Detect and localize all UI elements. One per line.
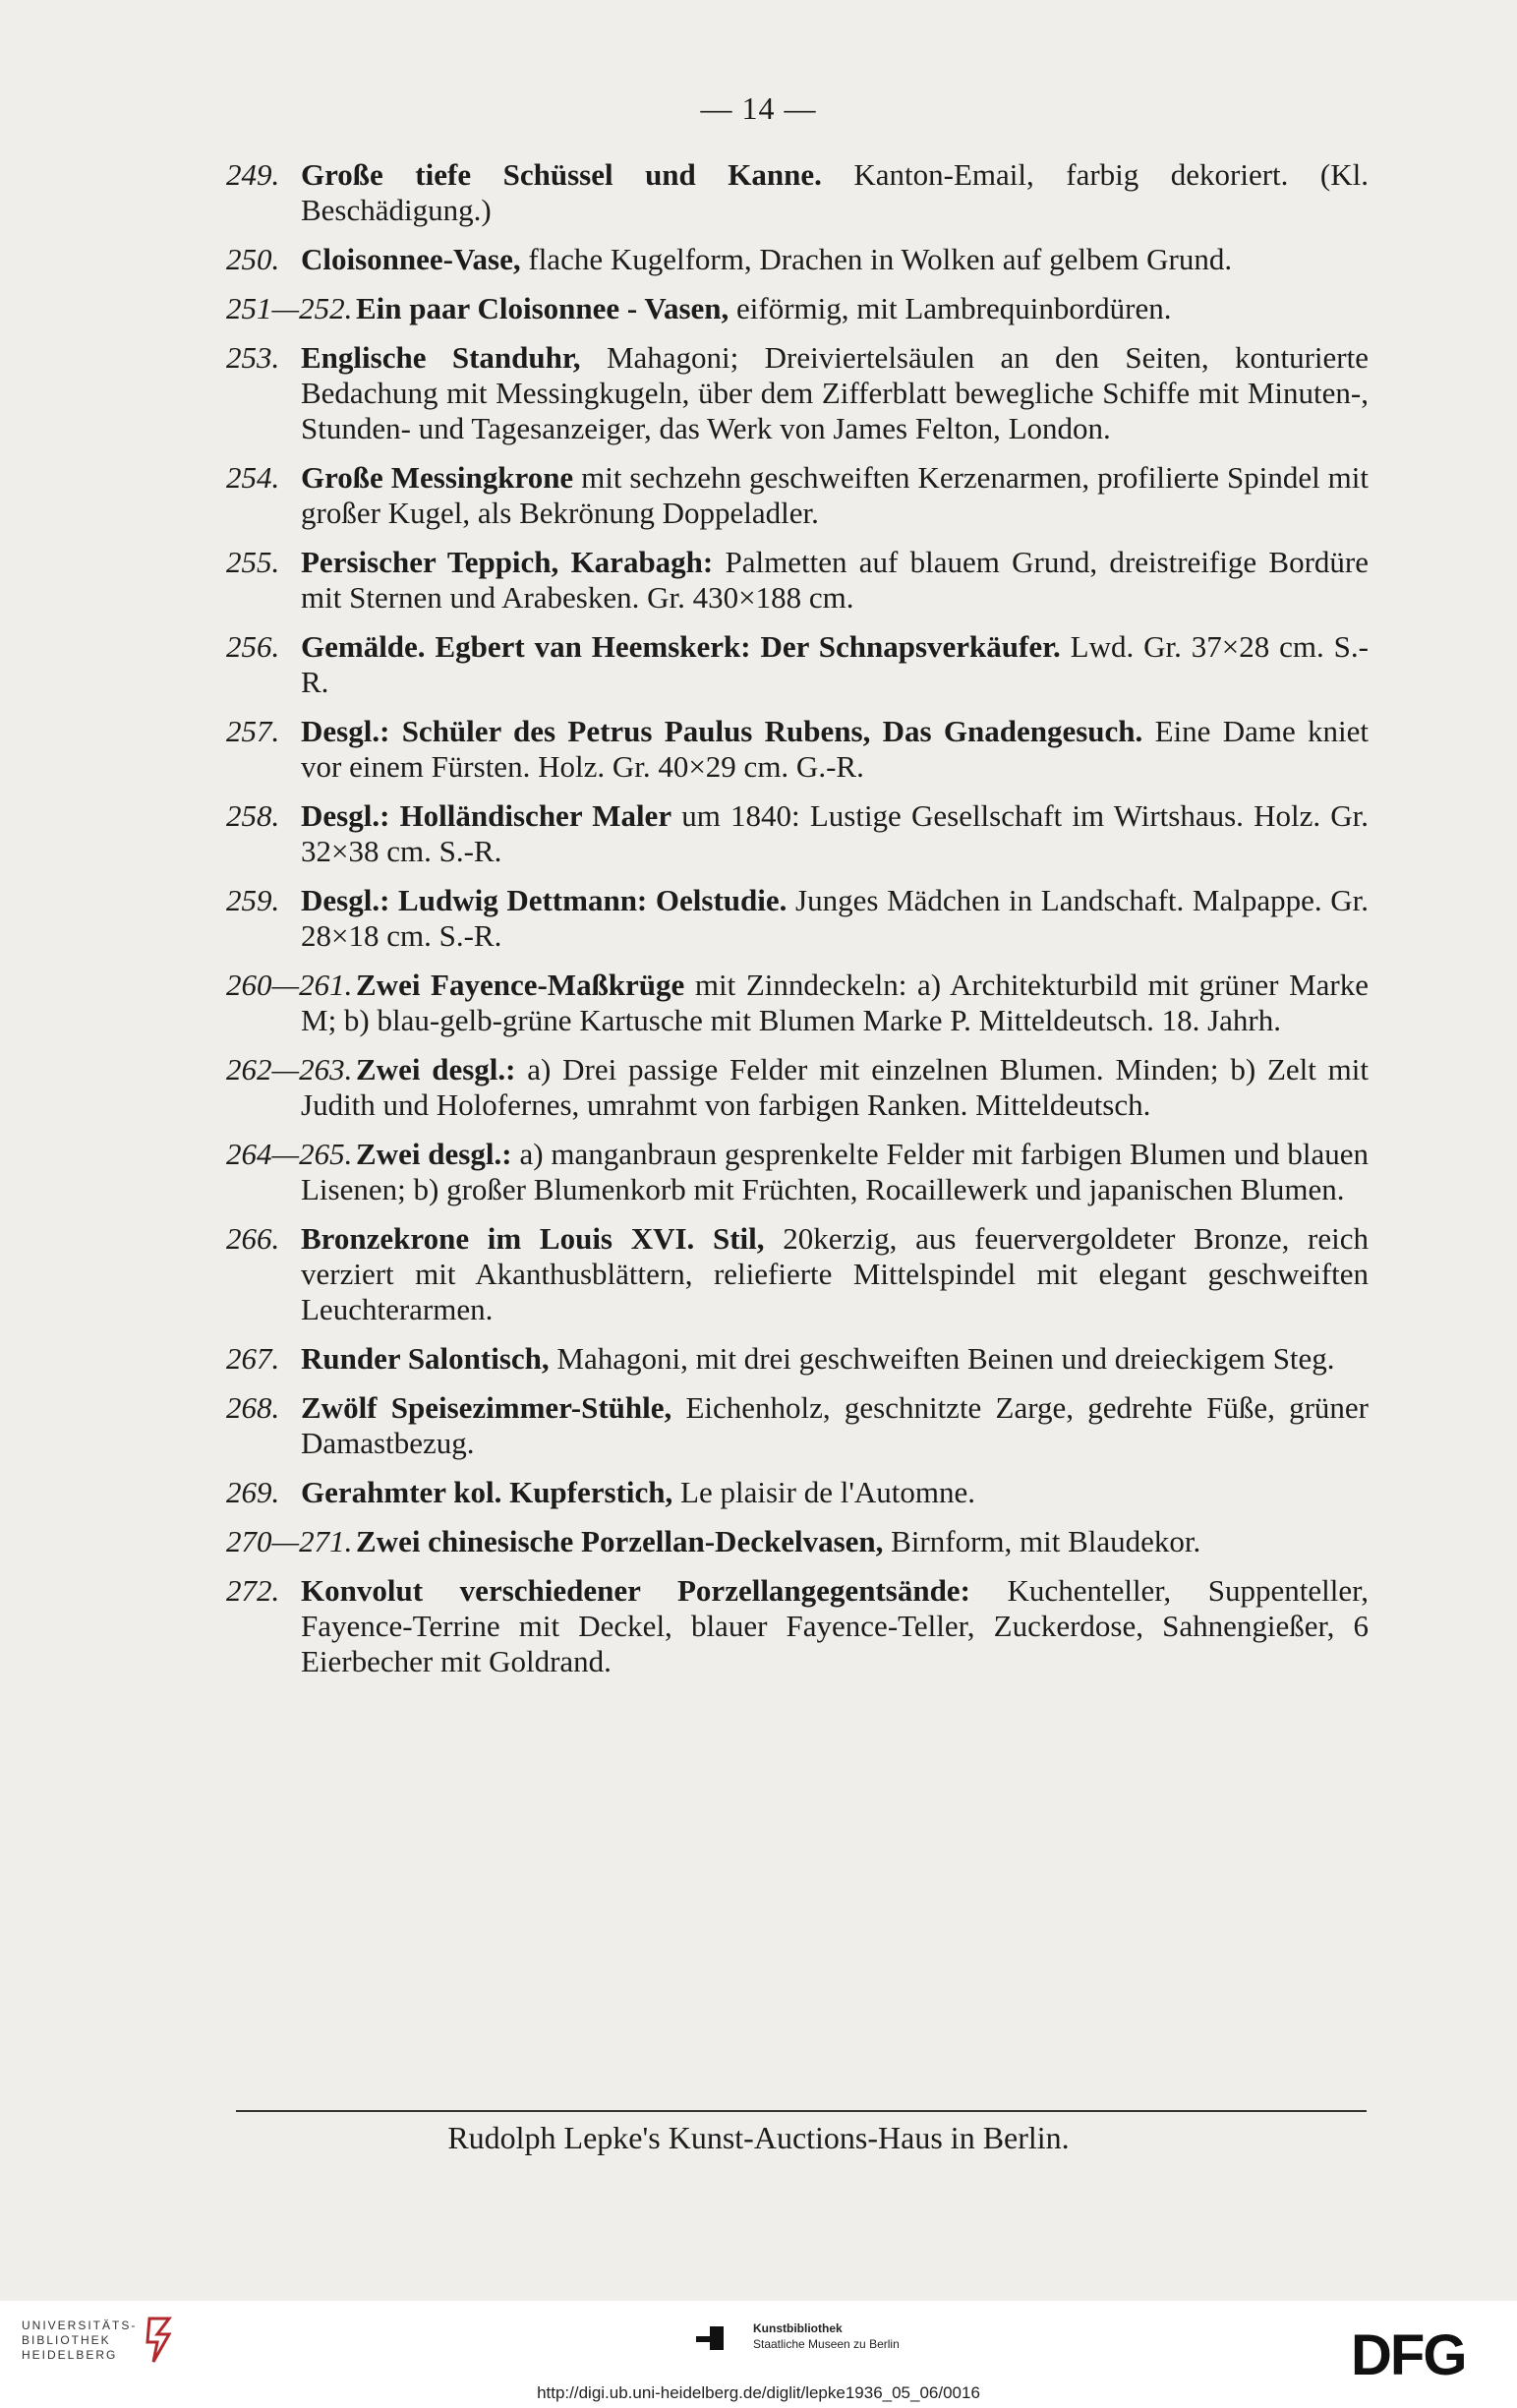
entry-number: 260—261. <box>226 968 353 1002</box>
catalog-entry <box>226 157 1369 228</box>
ub-logo-line: HEIDELBERG <box>22 2348 118 2362</box>
entry-description: mit Zinndeckeln: a) Architekturbild mit grüner Marke M; b) blau-gelb-grüne Kartusche mit Blumen Marke P. Mitteldeutsch. 18. Jahrh. <box>301 968 1369 1037</box>
entry-body <box>301 883 1369 953</box>
entry-description: Mahagoni; Dreiviertelsäulen an den Seiten, konturierte Bedachung mit Messingkugeln, über dem Zifferblatt bewegliche Schiffe mit Minuten-, Stunden- und Tagesanzeiger, das Werk von James Felton, London. <box>301 340 1369 445</box>
entry-number: 269. <box>226 1475 280 1509</box>
entry-description: Kuchenteller, Suppenteller, Fayence-Terrine mit Deckel, blauer Fayence-Teller, Zuckerdose, Sahnengießer, 6 Eierbecher mit Goldrand. <box>301 1573 1369 1678</box>
entry-body <box>301 291 1369 326</box>
entry-title: Cloisonnee-Vase, <box>301 242 521 276</box>
entry-title: Zwei desgl.: <box>356 1137 512 1171</box>
entry-description: 20kerzig, aus feuervergoldeter Bronze, reich verziert mit Akanthusblättern, reliefierte Mittelspindel mit elegant geschweiften Leuchterarmen. <box>301 1221 1369 1326</box>
entry-title: Bronzekrone im Louis XVI. Stil, <box>301 1221 765 1256</box>
catalog-entry <box>226 1137 1369 1207</box>
entry-body <box>301 1341 1335 1376</box>
catalog-entry <box>226 545 1369 616</box>
entry-number: 256. <box>226 629 280 664</box>
entry-title: Konvolut verschiedener Porzellangegentsände: <box>301 1573 970 1608</box>
page-number: — 14 — <box>700 90 817 126</box>
entry-number: 258. <box>226 798 280 833</box>
kb-subtitle: Staatliche Museen zu Berlin <box>753 2337 900 2351</box>
entry-number: 272. <box>226 1573 280 1608</box>
entry-title: Englische Standuhr, <box>301 340 581 375</box>
entry-title: Große Messingkrone <box>301 460 574 495</box>
entry-description: um 1840: Lustige Gesellschaft im Wirtshaus. Holz. Gr. 32×38 cm. S.-R. <box>301 798 1369 868</box>
entry-body <box>301 340 1369 445</box>
entry-number: 254. <box>226 460 280 495</box>
entry-description: Junges Mädchen in Landschaft. Malpappe. Gr. 28×18 cm. S.-R. <box>301 883 1370 953</box>
ub-logo-line: BIBLIOTHEK <box>22 2333 111 2347</box>
catalog-entry <box>226 460 1369 531</box>
entry-description: a) Drei passige Felder mit einzelnen Blumen. Minden; b) Zelt mit Judith und Holofernes, umrahmt von farbigen Ranken. Mitteldeutsch. <box>301 1052 1369 1122</box>
entry-description: Mahagoni, mit drei geschweiften Beinen und dreieckigem Steg. <box>549 1341 1335 1376</box>
entry-number: 267. <box>226 1341 280 1376</box>
entry-body <box>301 545 1369 615</box>
entry-title: Gerahmter kol. Kupferstich, <box>301 1475 673 1509</box>
entry-body <box>301 1221 1369 1326</box>
catalog-entry <box>226 968 1369 1038</box>
entry-body <box>301 968 1369 1038</box>
entry-description: Le plaisir de l'Automne. <box>672 1475 976 1509</box>
entry-body <box>301 714 1369 784</box>
entry-description: Lwd. Gr. 37×28 cm. S.-R. <box>301 629 1369 699</box>
entry-description: flache Kugelform, Drachen in Wolken auf gelbem Grund. <box>520 242 1233 276</box>
entry-number: 255. <box>226 545 280 579</box>
kunstbibliothek-emblem-icon <box>694 2322 729 2354</box>
ub-logo-line: UNIVERSITÄTS- <box>22 2319 138 2332</box>
entry-title: Desgl.: Schüler des Petrus Paulus Rubens, Das Gnadengesuch. <box>301 714 1143 748</box>
catalog-entry <box>226 798 1369 869</box>
catalog-entry <box>226 1341 1369 1377</box>
publisher-footer: Rudolph Lepke's Kunst-Auctions-Haus in Berlin. <box>447 2120 1070 2155</box>
entry-number: 268. <box>226 1390 280 1425</box>
entry-description: eiförmig, mit Lambrequinbordüren. <box>729 291 1172 325</box>
entry-body <box>301 1052 1369 1123</box>
footer-rule <box>236 2110 1367 2112</box>
catalog-entry <box>226 1524 1369 1559</box>
catalog-entries <box>0 157 1517 1693</box>
entry-number: 253. <box>226 340 280 375</box>
catalog-entry <box>226 883 1370 954</box>
entry-title: Ein paar Cloisonnee - Vasen, <box>356 291 729 325</box>
entry-title: Große tiefe Schüssel und Kanne. <box>301 157 822 192</box>
entry-description: Kanton-Email, farbig dekoriert. (Kl. Beschädigung.) <box>301 157 1369 227</box>
catalog-entry <box>226 242 1369 277</box>
entry-number: 257. <box>226 714 280 748</box>
entry-title: Zwei Fayence-Maßkrüge <box>356 968 685 1002</box>
entry-title: Zwei chinesische Porzellan-Deckelvasen, <box>356 1524 884 1558</box>
catalog-entry <box>226 1390 1369 1461</box>
entry-description: mit sechzehn geschweiften Kerzenarmen, profilierte Spindel mit großer Kugel, als Bekrönung Doppeladler. <box>301 460 1369 530</box>
entry-body <box>301 460 1369 530</box>
ub-heidelberg-logo[interactable] <box>22 2319 137 2363</box>
catalog-entry <box>226 1052 1369 1123</box>
entry-number: 251—252. <box>226 291 353 325</box>
entry-title: Zwölf Speisezimmer-Stühle, <box>301 1390 672 1425</box>
entry-number: 264—265. <box>226 1137 353 1171</box>
entry-title: Desgl.: Ludwig Dettmann: Oelstudie. <box>301 883 788 917</box>
entry-number: 250. <box>226 242 280 276</box>
entry-body <box>301 242 1232 276</box>
entry-description: Birnform, mit Blaudekor. <box>883 1524 1201 1558</box>
catalog-entry <box>226 340 1369 446</box>
catalog-entry <box>226 629 1369 700</box>
entry-description: Palmetten auf blauem Grund, dreistreifige Bordüre mit Sternen und Arabesken. Gr. 430×188 cm. <box>301 545 1369 615</box>
entry-body <box>301 1137 1369 1207</box>
entry-number: 249. <box>226 157 280 192</box>
catalog-entry <box>226 714 1370 785</box>
entry-number: 266. <box>226 1221 280 1256</box>
entry-body <box>301 629 1369 699</box>
entry-title: Desgl.: Holländischer Maler <box>301 798 672 833</box>
entry-number: 270—271. <box>226 1524 353 1558</box>
kb-title: Kunstbibliothek <box>753 2321 843 2335</box>
entry-description: Eine Dame kniet vor einem Fürsten. Holz. Gr. 40×29 cm. G.-R. <box>301 714 1370 784</box>
entry-description: a) manganbraun gesprenkelte Felder mit farbigen Blumen und blauen Lisenen; b) großer Blumenkorb mit Früchten, Rocaillewerk und japanischen Blumen. <box>301 1137 1369 1206</box>
entry-body <box>301 1524 1369 1559</box>
entry-description: Eichenholz, geschnitzte Zarge, gedrehte Füße, grüner Damastbezug. <box>301 1390 1369 1460</box>
entry-number: 262—263. <box>226 1052 353 1087</box>
entry-body <box>301 1475 975 1509</box>
entry-number: 259. <box>226 883 280 917</box>
ub-emblem-icon <box>144 2315 175 2366</box>
entry-title: Zwei desgl.: <box>356 1052 516 1087</box>
entry-title: Runder Salontisch, <box>301 1341 550 1376</box>
entry-body <box>301 1573 1369 1678</box>
entry-title: Persischer Teppich, Karabagh: <box>301 545 714 579</box>
entry-body <box>301 157 1369 227</box>
entry-title: Gemälde. Egbert van Heemskerk: Der Schnapsverkäufer. <box>301 629 1061 664</box>
catalog-entry <box>226 1475 1369 1510</box>
catalog-entry <box>226 1221 1369 1327</box>
catalog-entry <box>226 1573 1369 1679</box>
catalog-entry <box>226 291 1369 326</box>
dfg-logo[interactable]: DFG <box>1351 2323 1466 2387</box>
entry-body <box>301 1390 1369 1460</box>
permalink-url[interactable]: http://digi.ub.uni-heidelberg.de/diglit/lepke1936_05_06/0016 <box>537 2383 980 2402</box>
entry-body <box>301 798 1369 868</box>
